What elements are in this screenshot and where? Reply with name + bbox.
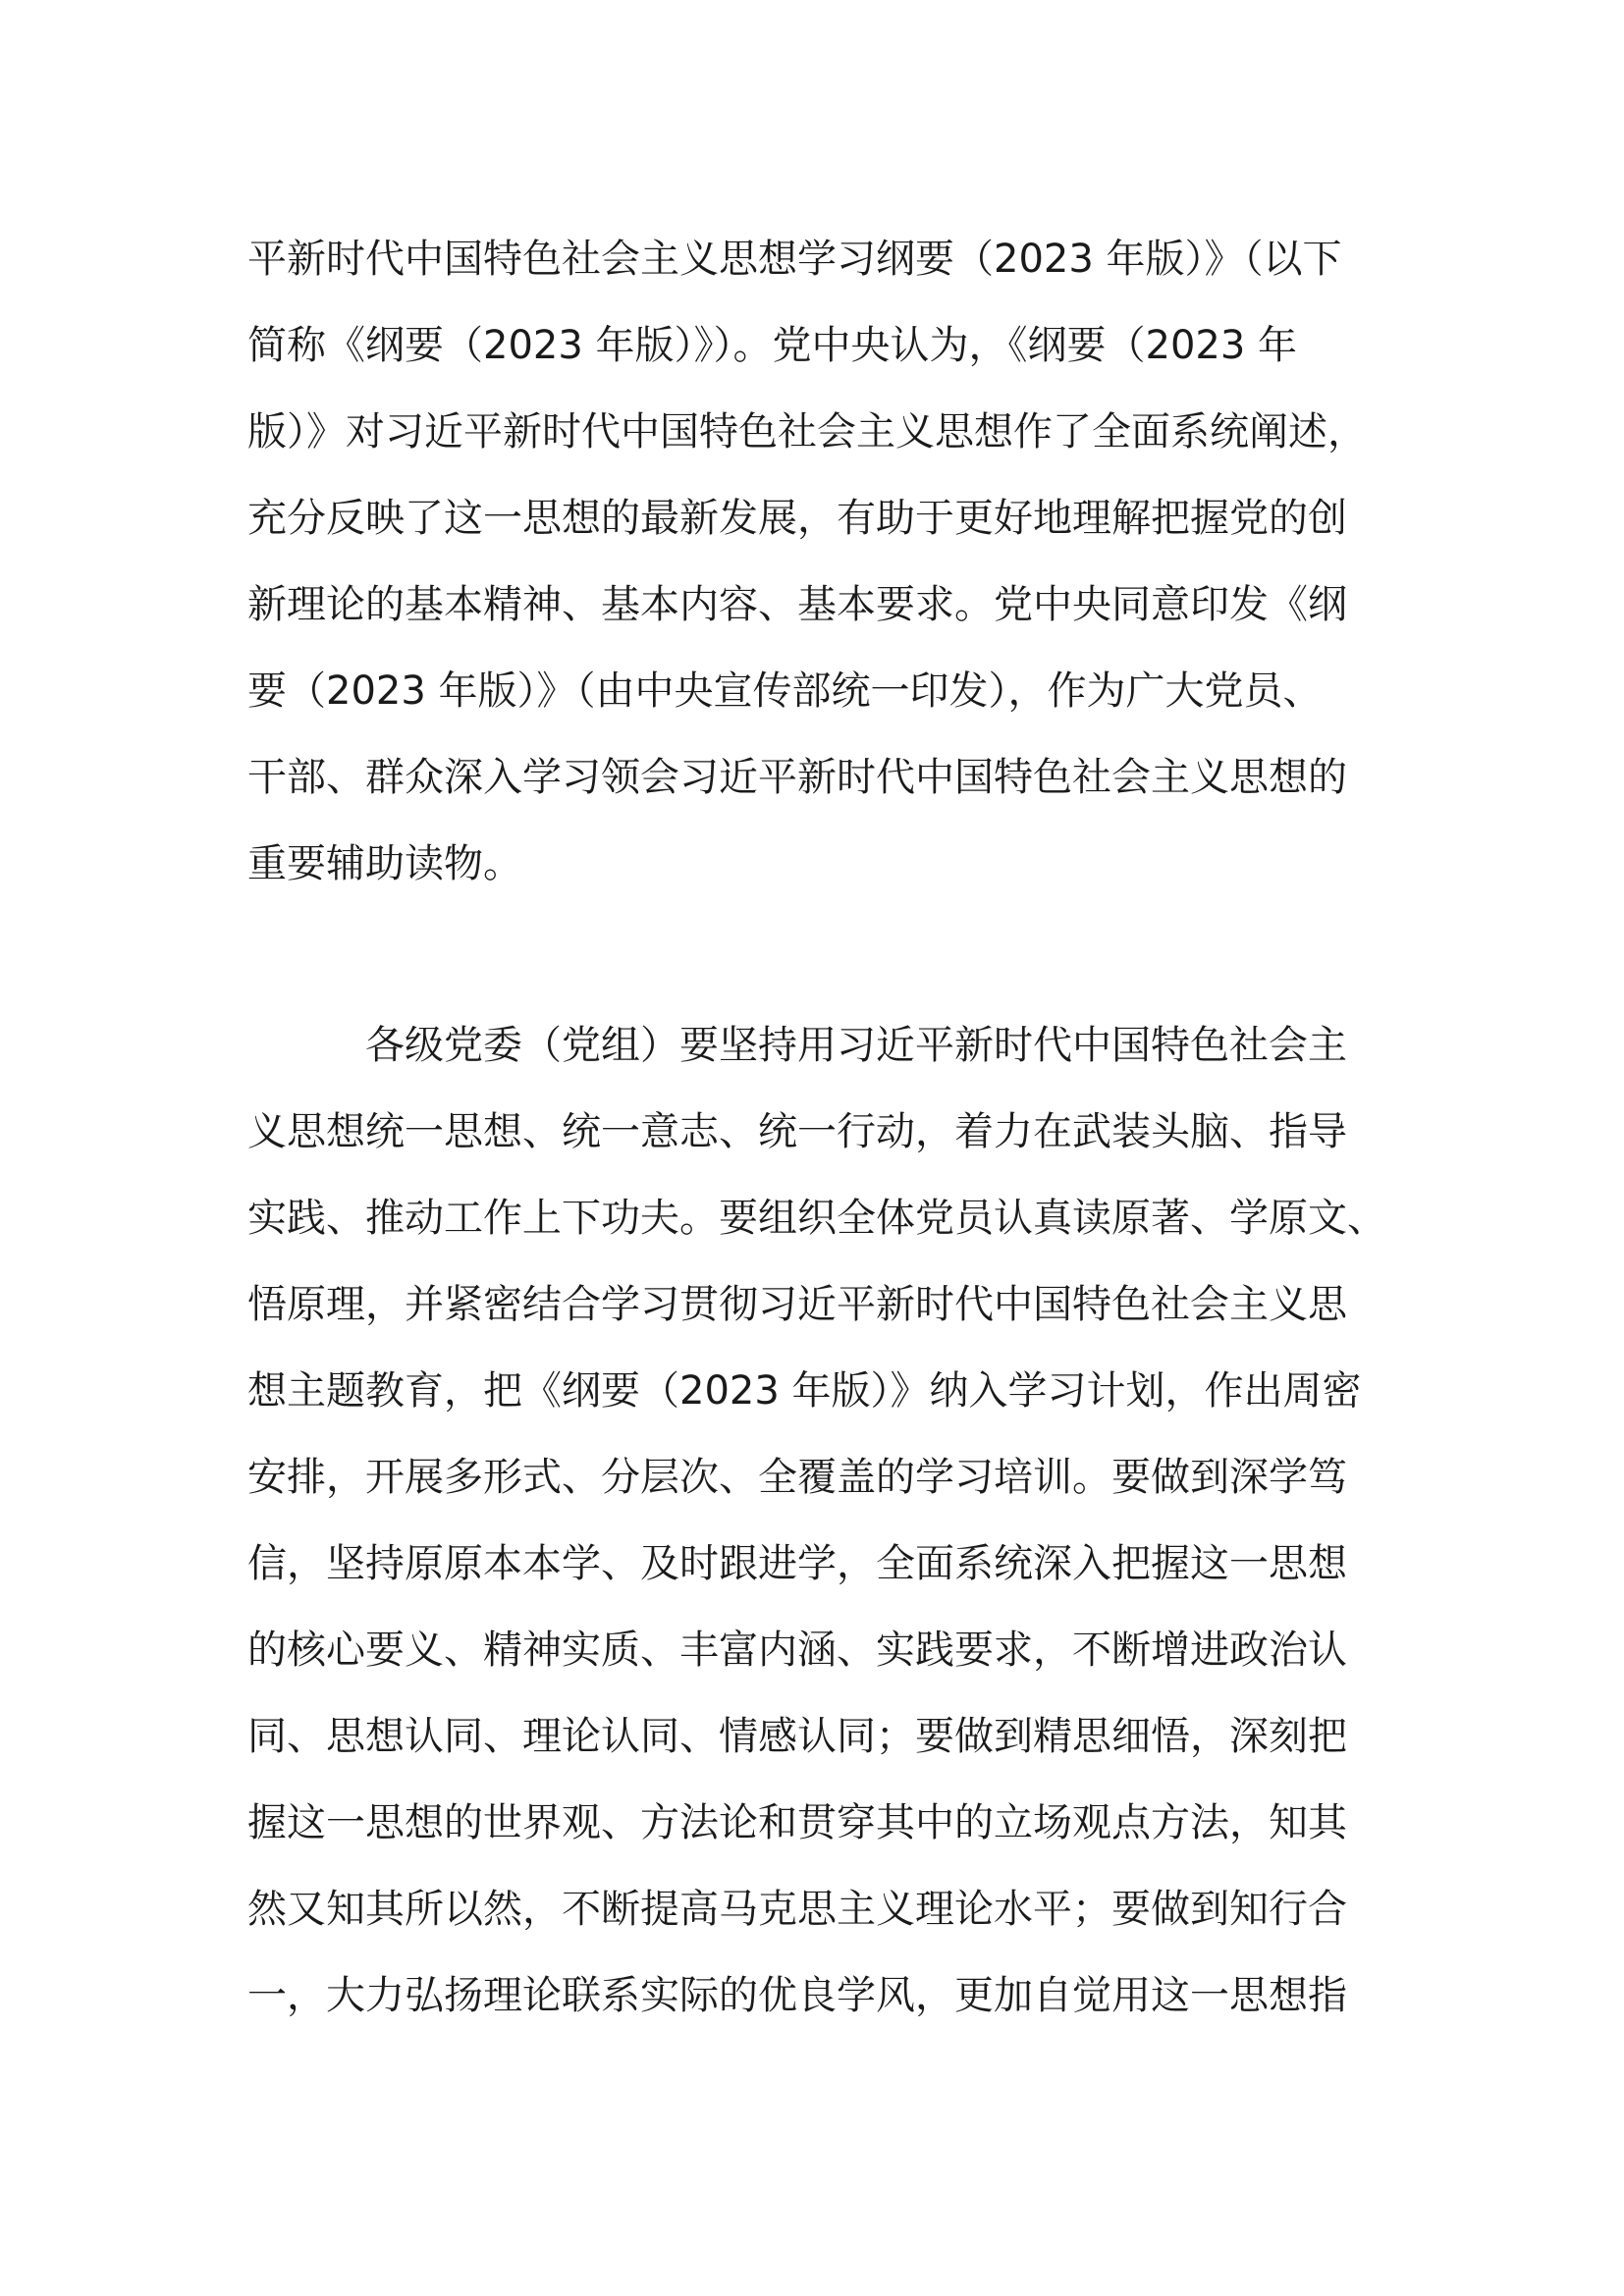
text-line: 新理论的基本精神、基本内容、基本要求。党中央同意印发《纲: [247, 582, 1347, 627]
text-line: 实践、推动工作上下功夫。要组织全体党员认真读原著、学原文、: [247, 1196, 1386, 1241]
text-line: 义思想统一思想、统一意志、统一行动，着力在武装头脑、指导: [247, 1109, 1347, 1154]
text-line: 安排，开展多形式、分层次、全覆盖的学习培训。要做到深学笃: [247, 1455, 1347, 1500]
text-line: 想主题教育，把《纲要（2023 年版）》纳入学习计划，作出周密: [247, 1368, 1362, 1414]
text-line: 重要辅助读物。: [247, 841, 522, 886]
text-line: 然又知其所以然，不断提高马克思主义理论水平；要做到知行合: [247, 1887, 1347, 1932]
text-line: 悟原理，并紧密结合学习贯彻习近平新时代中国特色社会主义思: [247, 1282, 1347, 1327]
text-line: 版）》对习近平新时代中国特色社会主义思想作了全面系统阐述，: [247, 409, 1367, 454]
document-body: [247, 228, 1396, 2051]
text-line: 平新时代中国特色社会主义思想学习纲要（2023 年版）》（以下: [247, 237, 1342, 282]
paragraph-1: [247, 228, 1396, 919]
paragraph-2: [247, 1014, 1396, 2051]
text-line: 同、思想认同、理论认同、情感认同；要做到精思细悟，深刻把: [247, 1714, 1347, 1759]
text-line: 握这一思想的世界观、方法论和贯穿其中的立场观点方法，知其: [247, 1800, 1347, 1845]
text-line: 要（2023 年版）》（由中央宣传部统一印发），作为广大党员、: [247, 668, 1323, 714]
text-line: 简称《纲要（2023 年版）》）。党中央认为，《纲要（2023 年: [247, 323, 1298, 368]
paragraph-spacer: [247, 919, 1396, 1014]
text-line: 的核心要义、精神实质、丰富内涵、实践要求，不断增进政治认: [247, 1628, 1347, 1673]
text-line: 干部、群众深入学习领会习近平新时代中国特色社会主义思想的: [247, 755, 1347, 800]
text-line: 一，大力弘扬理论联系实际的优良学风，更加自觉用这一思想指: [247, 1973, 1347, 2018]
text-line: 充分反映了这一思想的最新发展，有助于更好地理解把握党的创: [247, 496, 1347, 541]
text-line: 信，坚持原原本本学、及时跟进学，全面系统深入把握这一思想: [247, 1541, 1347, 1586]
text-line-indented: 各级党委（党组）要坚持用习近平新时代中国特色社会主: [365, 1023, 1347, 1068]
